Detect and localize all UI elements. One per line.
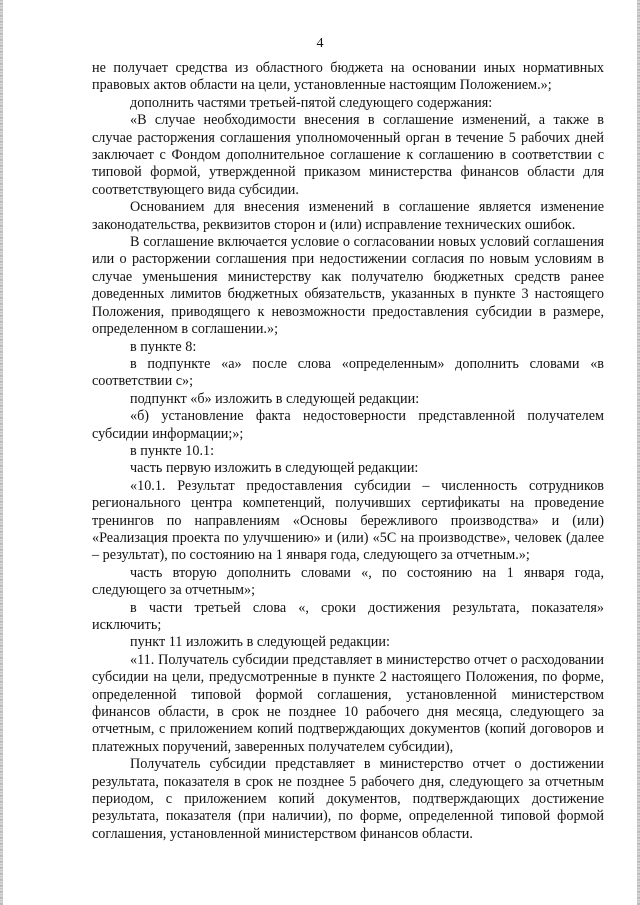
paragraph: часть первую изложить в следующей редакции: xyxy=(130,460,419,477)
paragraph: в пункте 10.1: xyxy=(130,442,215,459)
paragraph: в пункте 8: xyxy=(130,338,197,355)
paragraph: не получает средства из областного бюджета на основании иных нормативных правовых актов области на цели, установленные настоящим Положением.»; xyxy=(92,60,604,94)
paragraph: подпункт «б» изложить в следующей редакции: xyxy=(130,390,420,407)
page-number: 4 xyxy=(316,36,324,51)
paragraph: в подпункте «а» после слова «определенным» дополнить словами «в соответствии с»; xyxy=(92,355,604,390)
paragraph: в части третьей слова «, сроки достижения результата, показателя» исключить; xyxy=(92,599,604,633)
paragraph: Основанием для внесения изменений в соглашение является изменение законодательства, реквизитов сторон и (или) исправление технических ошибок. xyxy=(92,199,604,233)
document-body xyxy=(92,60,604,843)
paragraph: «В случае необходимости внесения в соглашение изменений, а также в случае расторжения соглашения уполномоченный орган в течение 5 рабочих дней заключает с Фондом дополнительное соглашение к соглашению в соответствии с типовой формой, утвержденной приказом министерства финансов области для соответствующего вида субсидии. xyxy=(92,112,604,198)
paragraph: «11. Получатель субсидии представляет в министерство отчет о расходовании субсидии на цели, предусмотренные в пункте 2 настоящего Положения, по форме, определенной типовой формой соглашения, установленной министерством финансов области, в срок не позднее 10 рабочего дня месяца, следующего за отчетным, с приложением копий подтверждающих документов (копий договоров и платежных поручений, заверенных получателем субсидии), xyxy=(92,651,604,755)
paragraph: В соглашение включается условие о согласовании новых условий соглашения или о расторжении соглашения при недостижении согласия по новым условиям в случае уменьшения министерству как получателю бюджетных средств ранее доведенных лимитов бюджетных обязательств, указанных в пункте 3 настоящего Положения, приводящего к невозможности предоставления субсидии в размере, определенном в соглашении.»; xyxy=(92,234,604,338)
paragraph: пункт 11 изложить в следующей редакции: xyxy=(130,634,390,651)
paragraph: «10.1. Результат предоставления субсидии – численность сотрудников регионального центра компетенций, получивших сертификаты на проведение тренингов по направлениям «Основы бережливого производства» и (или) «Реализация проекта по улучшению» и (или) «5С на производстве», человек (далее – результат), по состоянию на 1 января года, следующего за отчетным.»; xyxy=(92,477,604,564)
paragraph: дополнить частями третьей-пятой следующего содержания: xyxy=(130,94,493,111)
paragraph: «б) установление факта недостоверности представленной получателем субсидии информации;»; xyxy=(92,408,604,442)
scan-edge-left xyxy=(0,0,3,905)
paragraph: часть вторую дополнить словами «, по состоянию на 1 января года, следующего за отчетным»; xyxy=(92,564,604,599)
paragraph: Получатель субсидии представляет в министерство отчет о достижении результата, показателя в срок не позднее 5 рабочего дня, следующего за отчетным периодом, с приложением копий документов, подтверждающих достижение результата, показателя (при наличии), по форме, определенной типовой формой соглашения, установленной министерством финансов области. xyxy=(92,756,604,842)
